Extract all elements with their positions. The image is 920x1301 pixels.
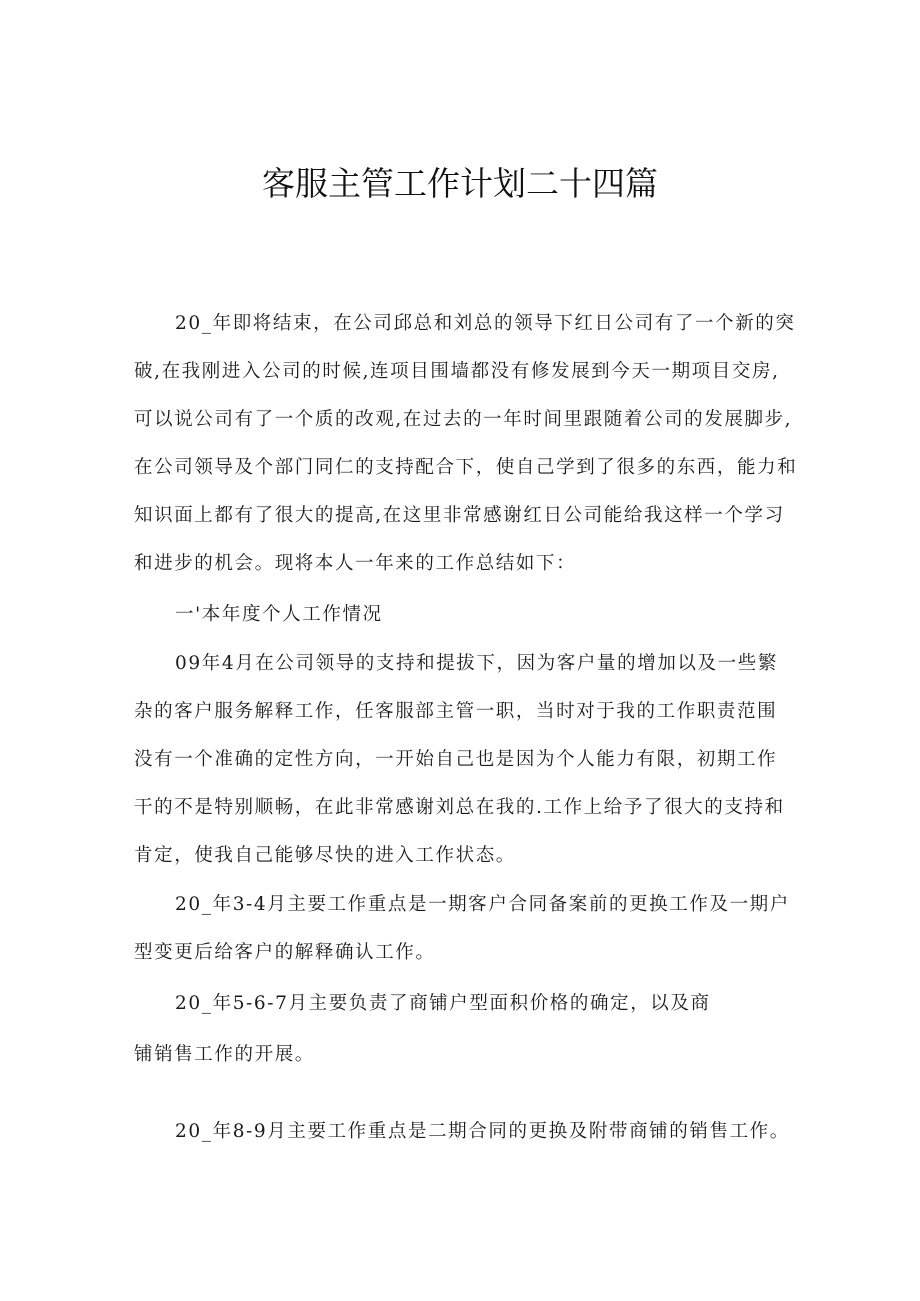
paragraph-2-line-1: 09年4月在公司领导的支持和提拔下，因为客户量的增加以及一些繁 (175, 653, 778, 674)
paragraph-5-line-1: 20_年8-9月主要工作重点是二期合同的更换及附带商铺的销售工作。 (175, 1121, 790, 1142)
paragraph-2-line-3: 没有一个准确的定性方向，一开始自己也是因为个人能力有限，初期工作 (134, 749, 778, 770)
paragraph-1-line-5: 知识面上都有了很大的提高,在这里非常感谢红日公司能给我这样一个学习 (134, 505, 785, 526)
paragraph-2-line-2: 杂的客户服务解释工作，任客服部主管一职，当时对于我的工作职责范围 (134, 701, 778, 722)
paragraph-3-line-2: 型变更后给客户的解释确认工作。 (134, 942, 436, 963)
paragraph-1-line-2: 破,在我刚进入公司的时候,连项目围墙都没有修发展到今天一期项目交房, (134, 361, 780, 382)
paragraph-4-line-1: 20_年5-6-7月主要负责了商铺户型面积价格的确定，以及商 (175, 993, 711, 1014)
paragraph-2-line-5: 肯定，使我自己能够尽快的进入工作状态。 (134, 845, 516, 866)
paragraph-1-line-4: 在公司领导及个部门同仁的支持配合下，使自己学到了很多的东西，能力和 (134, 457, 798, 478)
paragraph-3-line-1: 20_年3-4月主要工作重点是一期客户合同备案前的更换工作及一期户 (175, 894, 790, 915)
paragraph-1-line-6: 和进步的机会。现将本人一年来的工作总结如下： (134, 553, 577, 574)
paragraph-4-line-2: 铺销售工作的开展。 (134, 1044, 315, 1065)
document-title: 客服主管工作计划二十四篇 (262, 164, 658, 203)
paragraph-1-line-1: 20_年即将结束，在公司邱总和刘总的领导下红日公司有了一个新的突 (175, 313, 796, 334)
section-heading: 一'本年度个人工作情况 (175, 604, 383, 625)
paragraph-1-line-3: 可以说公司有了一个质的改观,在过去的一年时间里跟随着公司的发展脚步, (134, 409, 793, 430)
paragraph-2-line-4: 干的不是特别顺畅，在此非常感谢刘总在我的.工作上给予了很大的支持和 (134, 797, 785, 818)
